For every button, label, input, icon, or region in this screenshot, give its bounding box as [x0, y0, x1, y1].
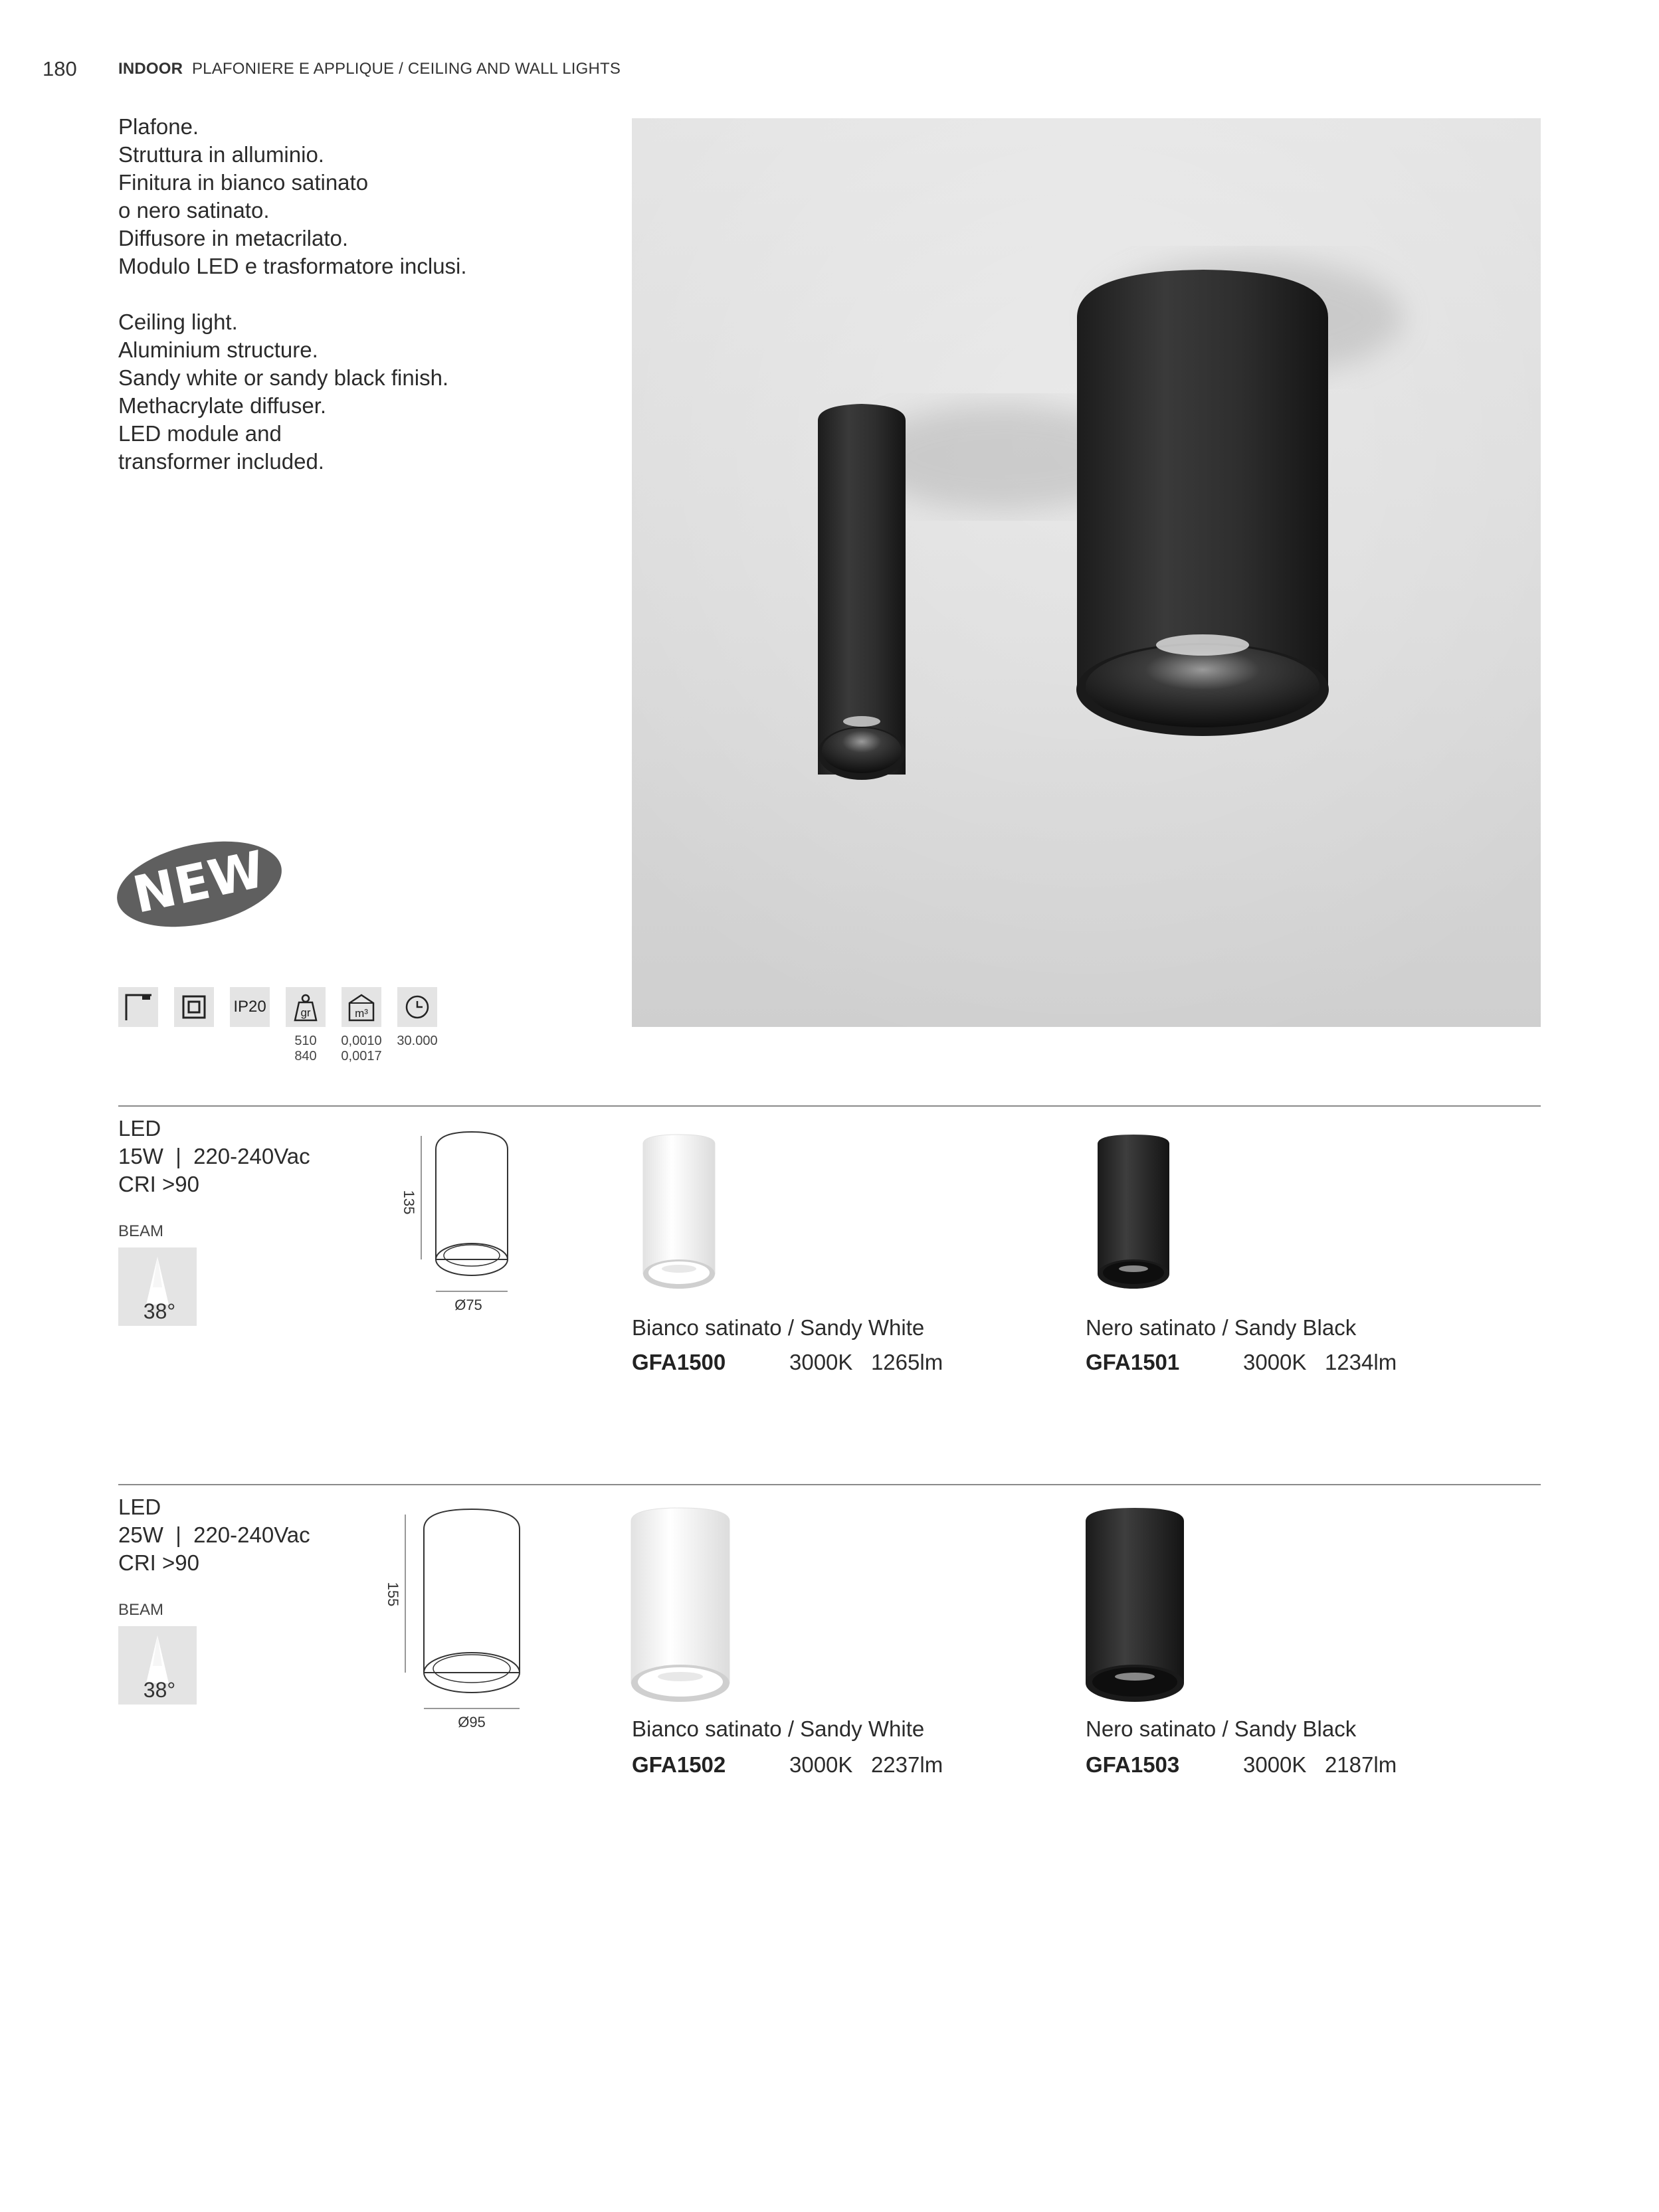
finish-label: Bianco satinato / Sandy White — [632, 1315, 925, 1340]
product-code: GFA1500 — [632, 1350, 726, 1374]
lifetime-value: 30.000 — [397, 1034, 438, 1048]
weight-unit: gr — [300, 1006, 311, 1019]
product-image-white — [638, 1133, 720, 1290]
height-dimension: 155 — [385, 1582, 401, 1607]
product-code: GFA1501 — [1086, 1350, 1180, 1374]
desc-en-line: Methacrylate diffuser. — [118, 393, 327, 418]
lifetime-clock-icon — [397, 987, 437, 1027]
page-header — [118, 60, 621, 78]
color-temperature: 3000K — [1243, 1752, 1307, 1777]
finish-label: Nero satinato / Sandy Black — [1086, 1716, 1357, 1741]
lumen-output: 1234lm — [1324, 1350, 1397, 1374]
volume-values — [335, 1034, 388, 1064]
weight-value: 840 — [294, 1049, 317, 1063]
product-code: GFA1503 — [1086, 1752, 1180, 1777]
page-number: 180 — [43, 57, 77, 80]
lumen-output: 2237lm — [870, 1752, 943, 1777]
desc-it-line: Modulo LED e trasformatore inclusi. — [118, 254, 467, 278]
beam-label: BEAM — [118, 1222, 164, 1240]
finish-label: Bianco satinato / Sandy White — [632, 1716, 925, 1741]
spec-line: LED — [118, 1495, 161, 1519]
product-specs — [1243, 1350, 1397, 1375]
desc-it-line: Diffusore in metacrilato. — [118, 226, 349, 250]
ceiling-mount-icon — [118, 987, 158, 1027]
ip-rating-badge: IP20 — [230, 987, 270, 1027]
class-ii-insulation-icon — [174, 987, 214, 1027]
weight-icon — [286, 987, 326, 1027]
desc-en-line: Aluminium structure. — [118, 337, 318, 362]
desc-it-line: Plafone. — [118, 114, 199, 139]
desc-en-line: LED module and — [118, 421, 282, 446]
product-image-black — [1082, 1507, 1188, 1706]
product-image-black — [1092, 1133, 1175, 1290]
diameter-dimension: Ø95 — [458, 1714, 486, 1730]
beam-angle-icon — [118, 1626, 197, 1705]
product-image-white — [627, 1507, 733, 1706]
beam-label: BEAM — [118, 1601, 164, 1619]
dimension-drawing — [392, 1129, 525, 1322]
color-temperature: 3000K — [789, 1350, 853, 1374]
product-spec — [118, 1493, 310, 1577]
beam-angle-value: 38° — [143, 1299, 176, 1323]
height-dimension: 135 — [401, 1190, 417, 1215]
product-description — [118, 113, 467, 476]
product-code: GFA1502 — [632, 1752, 726, 1777]
desc-en-line: Sandy white or sandy black finish. — [118, 365, 449, 390]
dimension-drawing — [376, 1505, 536, 1738]
color-temperature: 3000K — [789, 1752, 853, 1777]
divider — [118, 1105, 1541, 1107]
volume-value: 0,0010 — [341, 1034, 382, 1048]
weight-values — [286, 1034, 326, 1064]
product-specs — [789, 1350, 943, 1375]
finish-label: Nero satinato / Sandy Black — [1086, 1315, 1357, 1340]
product-photo — [632, 118, 1541, 1027]
new-badge — [114, 838, 284, 930]
desc-it-line: o nero satinato. — [118, 198, 270, 223]
new-badge-text: NEW — [128, 839, 270, 925]
volume-value: 0,0017 — [341, 1049, 382, 1063]
weight-value: 510 — [294, 1034, 317, 1048]
color-temperature: 3000K — [1243, 1350, 1307, 1374]
product-specs — [789, 1752, 943, 1778]
volume-icon — [342, 987, 381, 1027]
section-title: INDOOR — [118, 60, 183, 78]
spec-line: LED — [118, 1116, 161, 1141]
spec-line: 25W | 220-240Vac — [118, 1522, 310, 1547]
spec-line: CRI >90 — [118, 1550, 199, 1575]
desc-en-line: Ceiling light. — [118, 310, 238, 334]
desc-it-line: Struttura in alluminio. — [118, 142, 324, 167]
product-spec — [118, 1115, 310, 1198]
lifetime-values — [391, 1034, 444, 1049]
lumen-output: 2187lm — [1324, 1752, 1397, 1777]
spec-line: 15W | 220-240Vac — [118, 1144, 310, 1168]
volume-unit: m³ — [355, 1007, 368, 1020]
beam-angle-value: 38° — [143, 1678, 176, 1702]
product-specs — [1243, 1752, 1397, 1778]
divider — [118, 1484, 1541, 1485]
diameter-dimension: Ø75 — [454, 1297, 482, 1313]
category-title: PLAFONIERE E APPLIQUE / CEILING AND WALL LIGHTS — [191, 60, 621, 78]
desc-en-line: transformer included. — [118, 449, 324, 474]
desc-it-line: Finitura in bianco satinato — [118, 170, 369, 195]
spec-line: CRI >90 — [118, 1172, 199, 1196]
beam-angle-icon — [118, 1247, 197, 1326]
lumen-output: 1265lm — [870, 1350, 943, 1374]
